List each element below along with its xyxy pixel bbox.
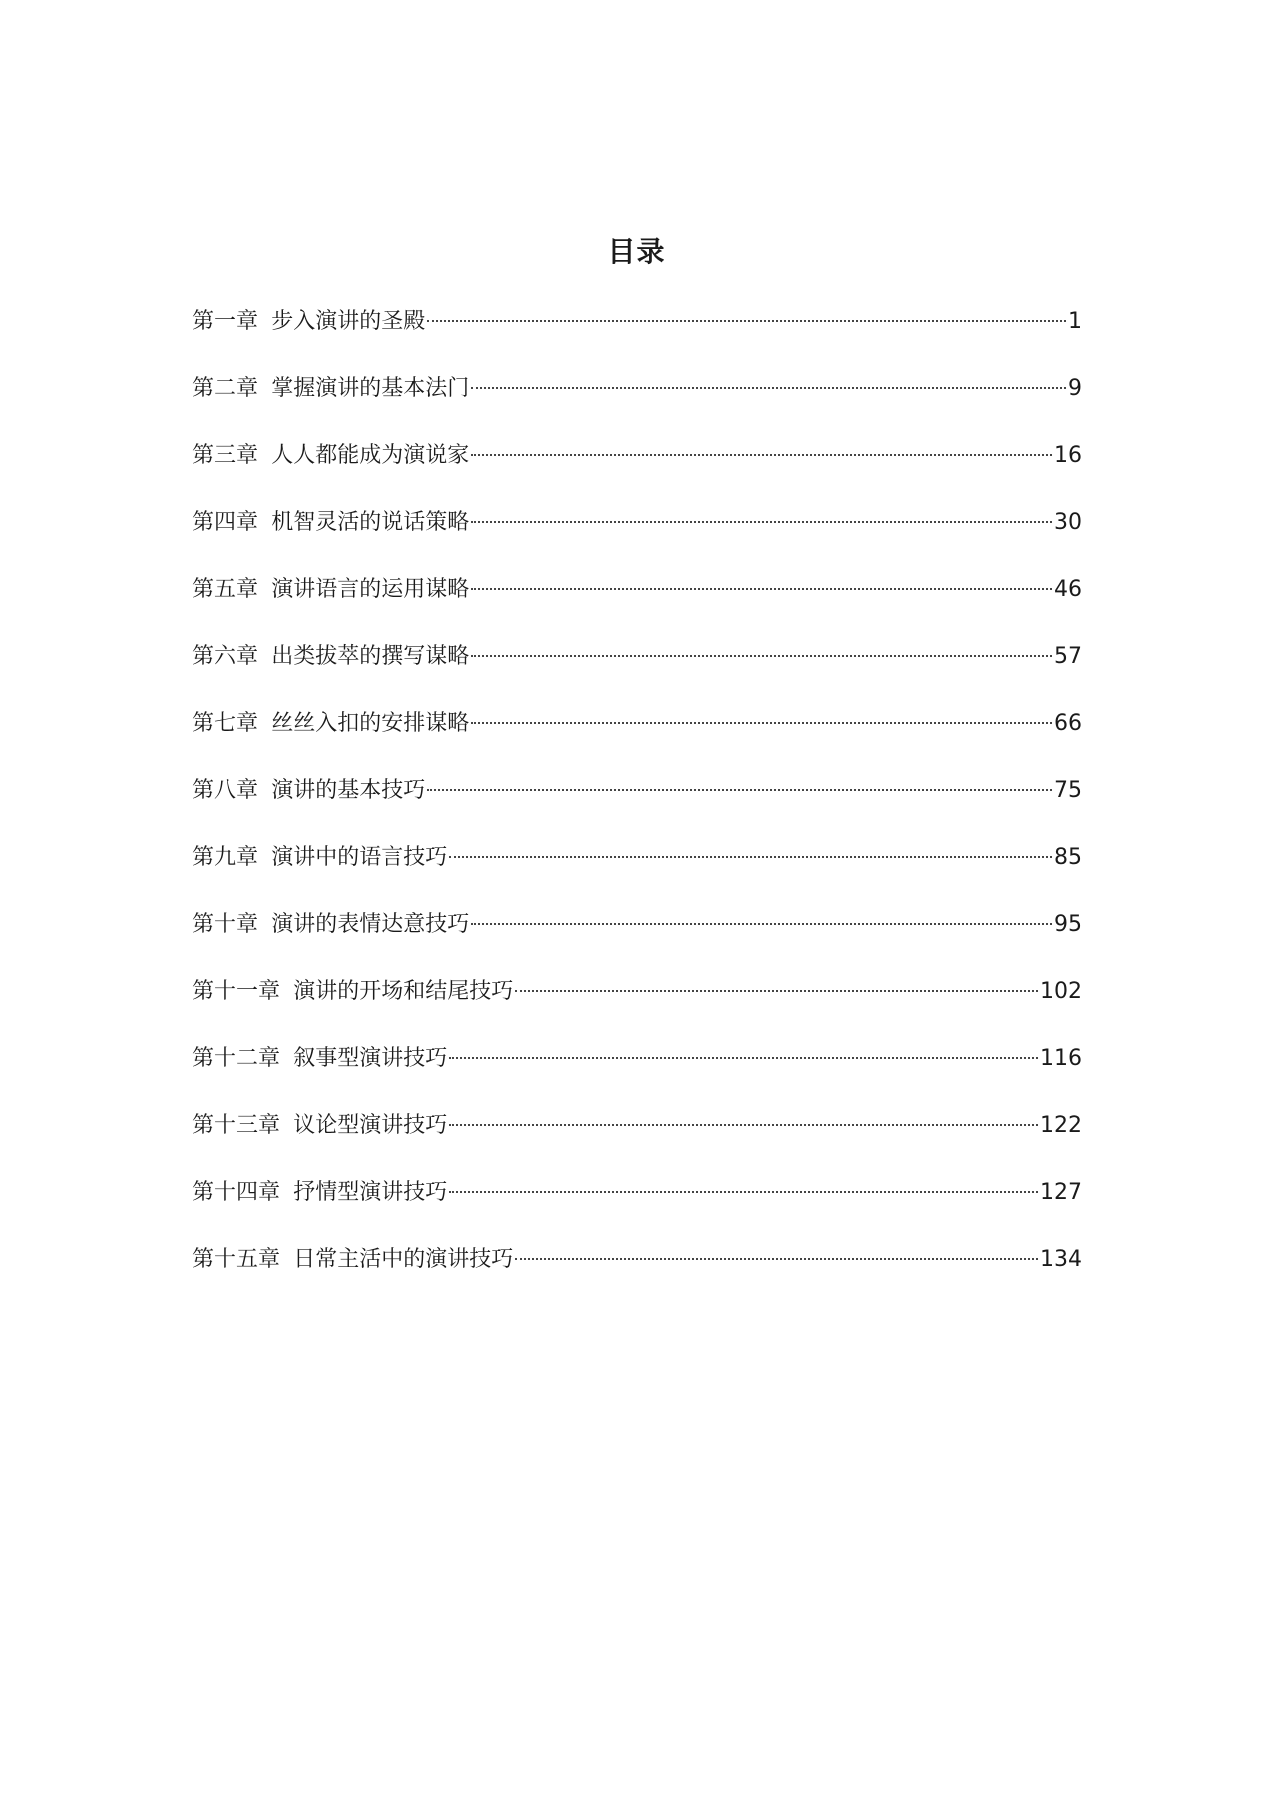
toc-dot-leader [427,789,1052,791]
toc-chapter-number: 第一章 [192,309,259,334]
toc-chapter-title: 人人都能成为演说家 [271,443,470,468]
toc-entry[interactable] [192,369,1082,436]
toc-chapter-number: 第十三章 [192,1113,281,1138]
toc-chapter-number: 第十二章 [192,1046,281,1071]
toc-chapter-title: 出类拔萃的撰写谋略 [271,644,470,669]
toc-page-number: 30 [1054,510,1082,535]
toc-chapter-number: 第二章 [192,376,259,401]
toc-page-number: 57 [1054,644,1082,669]
toc-dot-leader [471,722,1052,724]
toc-dot-leader [471,923,1052,925]
toc-page-number: 46 [1054,577,1082,602]
toc-chapter-title: 丝丝入扣的安排谋略 [271,711,470,736]
toc-entry[interactable] [192,704,1082,771]
toc-chapter-title: 机智灵活的说话策略 [271,510,470,535]
toc-page-number: 16 [1054,443,1082,468]
toc-page-number: 127 [1040,1180,1082,1205]
toc-chapter-title: 演讲的基本技巧 [271,778,426,803]
toc-entry[interactable] [192,771,1082,838]
toc-chapter-number: 第十章 [192,912,259,937]
toc-dot-leader [471,387,1066,389]
toc-chapter-title: 演讲的开场和结尾技巧 [293,979,514,1004]
toc-entry[interactable] [192,1173,1082,1240]
toc-chapter-number: 第八章 [192,778,259,803]
toc-chapter-number: 第九章 [192,845,259,870]
toc-dot-leader [427,320,1066,322]
toc-chapter-title: 日常主活中的演讲技巧 [293,1247,514,1272]
toc-chapter-number: 第五章 [192,577,259,602]
toc-chapter-number: 第十一章 [192,979,281,1004]
toc-dot-leader [471,454,1052,456]
toc-entry[interactable] [192,905,1082,972]
toc-dot-leader [449,1124,1038,1126]
toc-dot-leader [471,655,1052,657]
toc-page-number: 116 [1040,1046,1082,1071]
toc-chapter-number: 第七章 [192,711,259,736]
toc-page-number: 75 [1054,778,1082,803]
toc-page-number: 102 [1040,979,1082,1004]
toc-chapter-title: 议论型演讲技巧 [293,1113,448,1138]
toc-entry[interactable] [192,1240,1082,1307]
toc-chapter-number: 第四章 [192,510,259,535]
toc-page-number: 9 [1068,376,1082,401]
toc-entry[interactable] [192,972,1082,1039]
toc-chapter-number: 第三章 [192,443,259,468]
toc-chapter-number: 第六章 [192,644,259,669]
toc-dot-leader [471,521,1052,523]
toc-chapter-title: 叙事型演讲技巧 [293,1046,448,1071]
toc-chapter-title: 抒情型演讲技巧 [293,1180,448,1205]
toc-chapter-title: 演讲中的语言技巧 [271,845,448,870]
toc-dot-leader [449,1057,1038,1059]
toc-page-number: 122 [1040,1113,1082,1138]
toc-entry[interactable] [192,838,1082,905]
toc-entry[interactable] [192,1106,1082,1173]
toc-entry[interactable] [192,503,1082,570]
toc-chapter-title: 演讲的表情达意技巧 [271,912,470,937]
toc-page-number: 1 [1068,309,1082,334]
toc-chapter-title: 掌握演讲的基本法门 [271,376,470,401]
toc-chapter-title: 步入演讲的圣殿 [271,309,426,334]
toc-dot-leader [471,588,1052,590]
toc-entry[interactable] [192,570,1082,637]
toc-entry[interactable] [192,637,1082,704]
table-of-contents [192,302,1082,1307]
toc-page-number: 66 [1054,711,1082,736]
toc-dot-leader [449,856,1052,858]
toc-page-number: 134 [1040,1247,1082,1272]
toc-entry[interactable] [192,302,1082,369]
toc-entry[interactable] [192,1039,1082,1106]
toc-chapter-number: 第十四章 [192,1180,281,1205]
toc-dot-leader [515,990,1038,992]
toc-chapter-title: 演讲语言的运用谋略 [271,577,470,602]
toc-chapter-number: 第十五章 [192,1247,281,1272]
toc-dot-leader [515,1258,1038,1260]
toc-page-number: 85 [1054,845,1082,870]
toc-dot-leader [449,1191,1038,1193]
toc-entry[interactable] [192,436,1082,503]
toc-title: 目录 [607,235,666,268]
toc-page-number: 95 [1054,912,1082,937]
